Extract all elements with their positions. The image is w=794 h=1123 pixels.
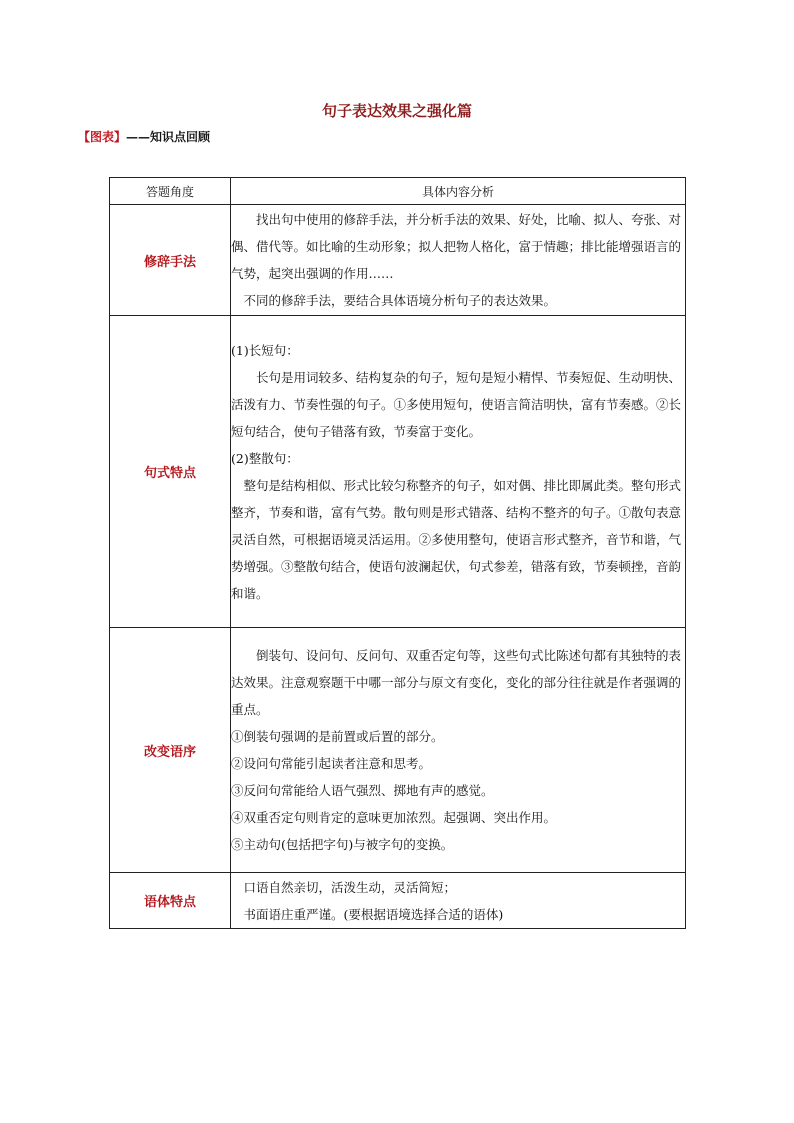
paragraph: ③反问句常能给人语气强烈、掷地有声的感觉。 bbox=[231, 783, 494, 798]
section-heading bbox=[78, 128, 210, 145]
table-header-row bbox=[110, 178, 686, 205]
row-label-register: 语体特点 bbox=[110, 873, 231, 929]
row-content-register bbox=[231, 873, 686, 929]
paragraph: (2)整散句： bbox=[231, 450, 299, 466]
row-content-sentence-pattern bbox=[231, 316, 686, 628]
table-row-sentence-pattern bbox=[110, 316, 686, 628]
paragraph: 长句是用词较多、结构复杂的句子，短句是短小精悍、节奏短促、生动明快、活泼有力、节奏性强的句子。①多使用短句，使语言简洁明快，富有节奏感。②长短句结合，使句子错落有致，节奏富于变化。 bbox=[231, 369, 682, 439]
header-content-analysis: 具体内容分析 bbox=[231, 178, 686, 205]
paragraph: ④双重否定句则肯定的意味更加浓烈。起强调、突出作用。 bbox=[231, 810, 557, 825]
row-label-rhetoric: 修辞手法 bbox=[110, 205, 231, 316]
paragraph: ②设问句常能引起读者注意和思考。 bbox=[231, 756, 432, 771]
table-row-word-order bbox=[110, 628, 686, 873]
paragraph: (1)长短句： bbox=[231, 342, 299, 358]
table-row-register bbox=[110, 873, 686, 929]
paragraph: 书面语庄重严谨。(要根据语境选择合适的语体) bbox=[243, 906, 504, 922]
paragraph: 找出句中使用的修辞手法，并分析手法的效果、好处，比喻、拟人、夸张、对偶、借代等。如比喻的生动形象；拟人把物人格化，富于情趣；排比能增强语言的气势，起突出强调的作用…… bbox=[231, 212, 682, 281]
row-content-rhetoric bbox=[231, 205, 686, 316]
paragraph: ①倒装句强调的是前置或后置的部分。 bbox=[231, 729, 444, 744]
section-tag: 【图表】 bbox=[78, 130, 127, 144]
row-label-sentence-pattern: 句式特点 bbox=[110, 316, 231, 628]
section-heading-text: ——知识点回顾 bbox=[126, 130, 211, 144]
paragraph: ⑤主动句(包括把字句)与被字句的变换。 bbox=[231, 837, 454, 852]
header-answer-angle: 答题角度 bbox=[110, 178, 231, 205]
page-title: 句子表达效果之强化篇 bbox=[321, 102, 472, 120]
row-label-word-order: 改变语序 bbox=[110, 628, 231, 873]
paragraph: 口语自然亲切，活泼生动，灵活简短； bbox=[243, 879, 457, 895]
paragraph: 倒装句、设问句、反问句、双重否定句等，这些句式比陈述句都有其独特的表达效果。注意观察题干中哪一部分与原文有变化，变化的部分往往就是作者强调的重点。 bbox=[231, 648, 682, 717]
table-row-rhetoric bbox=[110, 205, 686, 316]
knowledge-table bbox=[109, 177, 686, 929]
paragraph: 整句是结构相似、形式比较匀称整齐的句子，如对偶、排比即属此类。整句形式整齐，节奏和谐，富有气势。散句则是形式错落、结构不整齐的句子。①散句表意灵活自然，可根据语境灵活运用。②多使用整句，使语言形式整齐，音节和谐，气势增强。③整散句结合，使语句波澜起伏，句式参差，错落有致，节奏顿挫，音韵和谐。 bbox=[231, 477, 682, 601]
paragraph: 不同的修辞手法，要结合具体语境分析句子的表达效果。 bbox=[243, 293, 557, 308]
row-content-word-order bbox=[231, 628, 686, 873]
